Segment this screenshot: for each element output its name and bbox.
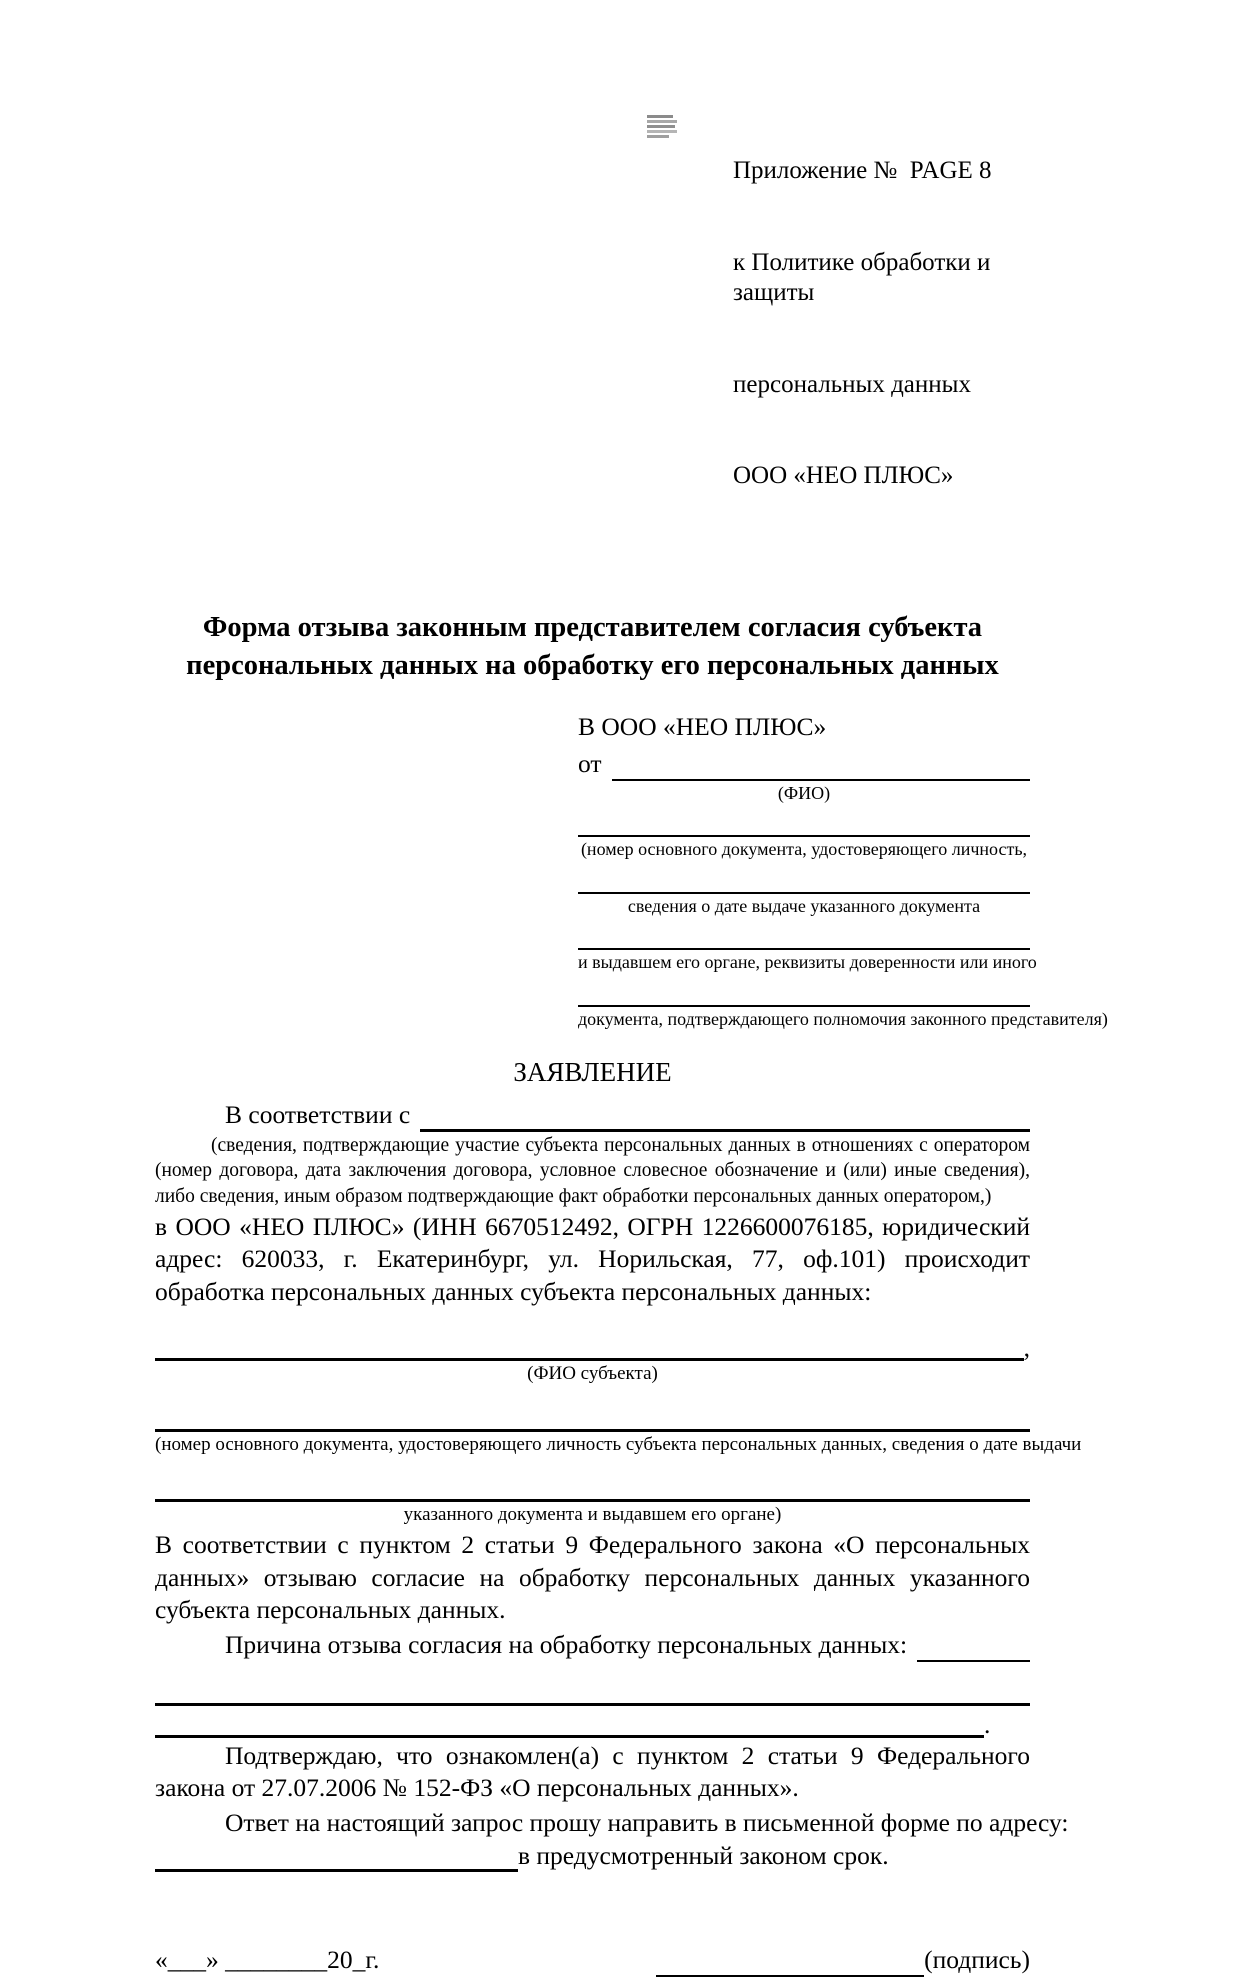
- header-text-block: [733, 95, 1030, 553]
- document-number-blank-field: [578, 810, 1030, 837]
- operator-paragraph: в ООО «НЕО ПЛЮС» (ИНН 6670512492, ОГРН 1226600076185, юридический адрес: 620033, г. Екатеринбург, ул. Норильская, 77, оф.101) происходит обработка персональных данных субъекта персональных данных:: [155, 1211, 1030, 1307]
- caption-subject-doc2: указанного документа и выдавшем его органе): [403, 1504, 782, 1526]
- withdrawal-paragraph: В соответствии с пунктом 2 статьи 9 Федерального закона «О персональных данных» отзываю согласие на обработку персональных данных указанного субъекта персональных данных.: [155, 1530, 1030, 1625]
- confirm-paragraph: Подтверждаю, что ознакомлен(а) с пунктом 2 статьи 9 Федерального закона от 27.07.2006 № 152-ФЗ «О персональных данных».: [155, 1740, 1030, 1803]
- footer-row: [155, 1944, 1030, 1977]
- in-accordance-row: [155, 1099, 1030, 1132]
- header-policy-line1: к Политике обработки и защиты: [733, 248, 997, 306]
- subject-authority-blank-field: [155, 1474, 1030, 1502]
- signature-caption: (подпись): [924, 1945, 1030, 1975]
- subject-fio-blank-field: [155, 1335, 1024, 1361]
- reason-row: [155, 1629, 1030, 1662]
- document-header: [647, 95, 1030, 553]
- caption-doc3: и выдавшем его органе, реквизиты доверенности или иного: [578, 952, 1037, 973]
- reason-blank-field-end: [155, 1706, 984, 1738]
- reason-blank-line-1: [155, 1662, 1030, 1706]
- signature-blank-field: [656, 1951, 924, 1977]
- reason-line-period: .: [984, 1710, 991, 1740]
- signature-group: [656, 1944, 1030, 1977]
- date-line: «___» ________20_г.: [155, 1945, 380, 1975]
- addressee-block: [578, 711, 1108, 1030]
- subject-line-comma: ,: [1023, 1333, 1030, 1363]
- form-title: [155, 609, 1030, 686]
- in-accordance-label: В соответствии с: [225, 1100, 411, 1130]
- caption-subject-fio: (ФИО субъекта): [527, 1362, 658, 1384]
- addressee-to: В ООО «НЕО ПЛЮС»: [578, 712, 827, 742]
- addressee-from-row: [578, 748, 1030, 781]
- authority-document-blank-field: [578, 980, 1030, 1007]
- header-company-line: ООО «НЕО ПЛЮС»: [733, 462, 954, 489]
- from-label: от: [578, 749, 602, 779]
- reply-address-blank-field: [155, 1846, 518, 1872]
- fine-print-note: (сведения, подтверждающие участие субъекта персональных данных в отношениях с оператором (номер договора, дата заключения договора, условное словесное обозначение и (или) иные сведения), либо сведения, иным образом подтверждающие факт обработки персональных данных оператором,): [155, 1134, 1030, 1207]
- caption-doc2: сведения о дате выдаче указанного документа: [627, 895, 981, 916]
- statement-heading: ЗАЯВЛЕНИЕ: [513, 1056, 672, 1087]
- form-title-line1: Форма отзыва законным представителем согласия субъекта: [202, 611, 983, 643]
- form-title-line2: персональных данных на обработку его персональных данных: [186, 649, 999, 681]
- reply-address-line: Ответ на настоящий запрос прошу направить в письменной форме по адресу:: [225, 1807, 1069, 1837]
- reason-blank-field-start: [917, 1660, 1030, 1662]
- subject-fio-row: [155, 1335, 1030, 1361]
- caption-fio: (ФИО): [777, 782, 831, 803]
- caption-doc1: (номер основного документа, удостоверяющего личность,: [580, 839, 1028, 860]
- header-appendix-line: Приложение № PAGE 8: [733, 157, 992, 184]
- subject-document-blank-field: [155, 1404, 1030, 1432]
- header-policy-line2: персональных данных: [733, 370, 971, 398]
- accordance-blank-field: [420, 1129, 1030, 1132]
- reply-address-blank-row: [155, 1840, 1030, 1873]
- issue-date-blank-field: [578, 867, 1030, 894]
- embedded-object-icon: [647, 115, 677, 143]
- reason-blank-line-2: [155, 1706, 1030, 1738]
- reason-label: Причина отзыва согласия на обработку персональных данных:: [225, 1630, 908, 1659]
- from-name-blank-field: [612, 779, 1030, 781]
- reply-line2-text: в предусмотренный законом срок.: [518, 1840, 889, 1870]
- caption-doc4: документа, подтверждающего полномочия законного представителя): [578, 1009, 1108, 1030]
- issuing-authority-blank-field: [578, 923, 1030, 950]
- caption-subject-doc1: (номер основного документа, удостоверяющего личность субъекта персональных данных, сведения о дате выдачи: [155, 1433, 1082, 1455]
